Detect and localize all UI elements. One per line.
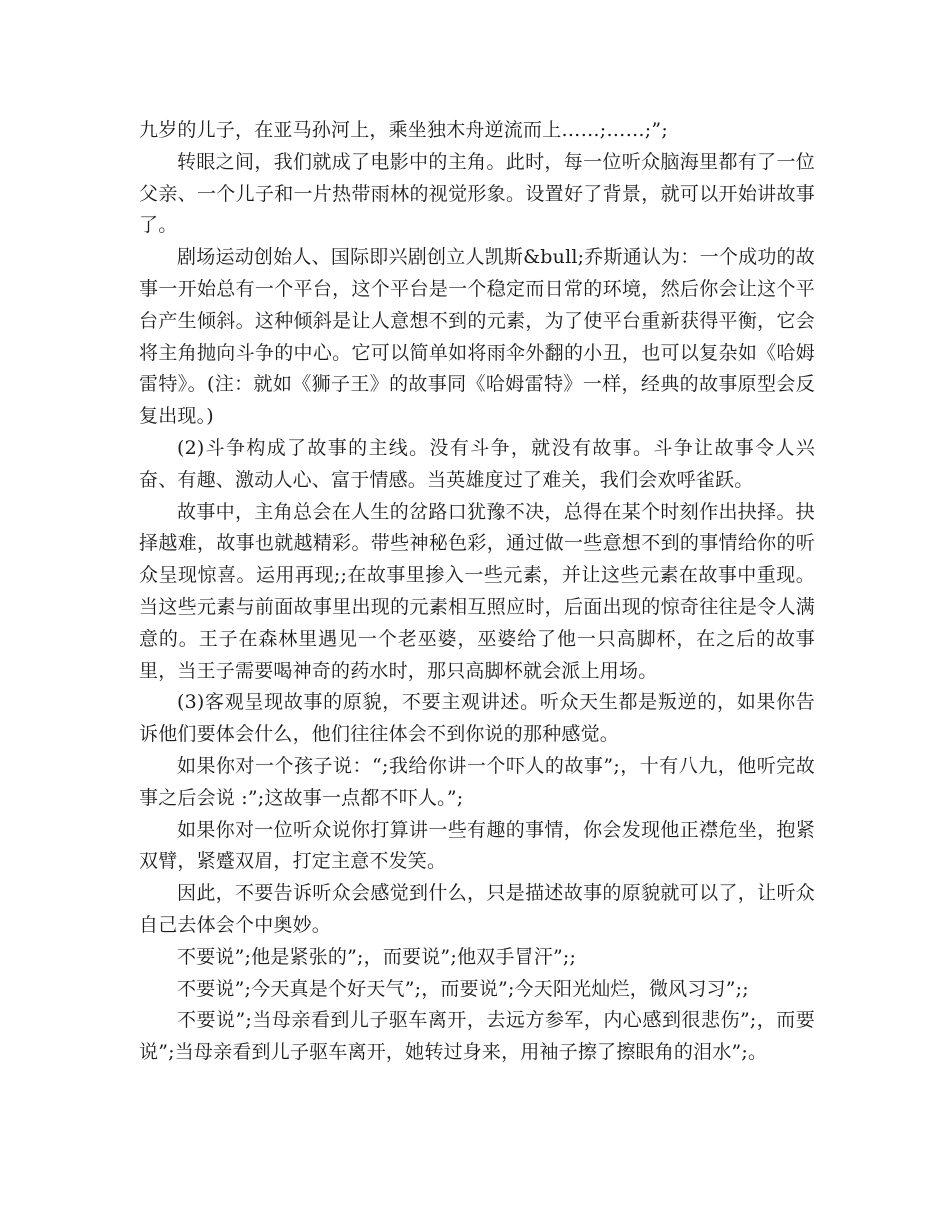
paragraph-9: 因此，不要告诉听众会感觉到什么，只是描述故事的原貌就可以了，让听众自己去体会个中奥妙。 [139,882,815,936]
body-text [139,115,815,1069]
paragraph-3: 剧场运动创始人、国际即兴剧创立人凯斯&bull;乔斯通认为：一个成功的故事一开始总有一个平台，这个平台是一个稳定而日常的环境，然后你会让这个平台产生倾斜。这种倾斜是让人意想不到的元素，为了使平台重新获得平衡，它会将主角抛向斗争的中心。它可以简单如将雨伞外翻的小丑，也可以复杂如《哈姆雷特》。(注：就如《狮子王》的故事同《哈姆雷特》一样，经典的故事原型会反复出现。) [139,246,815,428]
paragraph-10: 不要说”;他是紧张的”;，而要说”;他双手冒汗”;; [177,945,577,968]
paragraph-6: (3)客观呈现故事的原貌，不要主观讲述。听众天生都是叛逆的，如果你告诉他们要体会什么，他们往往体会不到你说的那种感觉。 [139,691,815,746]
paragraph-1: 九岁的儿子，在亚马孙河上，乘坐独木舟逆流而上……;……;”; [139,119,668,141]
paragraph-5: 故事中，主角总会在人生的岔路口犹豫不决，总得在某个时刻作出抉择。抉择越难，故事也就越精彩。带些神秘色彩，通过做一些意想不到的事情给你的听众呈现惊喜。运用再现;;在故事里掺入一些元素，并让这些元素在故事中重现。当这些元素与前面故事里出现的元素相互照应时，后面出现的惊奇往往是令人满意的。王子在森林里遇见一个老巫婆，巫婆给了他一只高脚杯，在之后的故事里，当王子需要喝神奇的药水时，那只高脚杯就会派上用场。 [139,500,815,682]
paragraph-8: 如果你对一位听众说你打算讲一些有趣的事情，你会发现他正襟危坐，抱紧双臂，紧蹙双眉，打定主意不发笑。 [139,818,815,873]
paragraph-7: 如果你对一个孩子说：“;我给你讲一个吓人的故事”;，十有八九，他听完故事之后会说 :”;这故事一点都不吓人。”; [139,754,815,809]
paragraph-12: 不要说”;当母亲看到儿子驱车离开，去远方参军，内心感到很悲伤”;，而要说”;当母亲看到儿子驱车离开，她转过身来，用袖子擦了擦眼角的泪水”;。 [139,1009,815,1064]
paragraph-11: 不要说”;今天真是个好天气”;，而要说”;今天阳光灿烂，微风习习”;; [177,977,749,1000]
paragraph-2: 转眼之间，我们就成了电影中的主角。此时，每一位听众脑海里都有了一位父亲、一个儿子和一片热带雨林的视觉形象。设置好了背景，就可以开始讲故事了。 [139,150,815,237]
paragraph-4: (2)斗争构成了故事的主线。没有斗争，就没有故事。斗争让故事令人兴奋、有趣、激动人心、富于情感。当英雄度过了难关，我们会欢呼雀跃。 [139,436,815,491]
